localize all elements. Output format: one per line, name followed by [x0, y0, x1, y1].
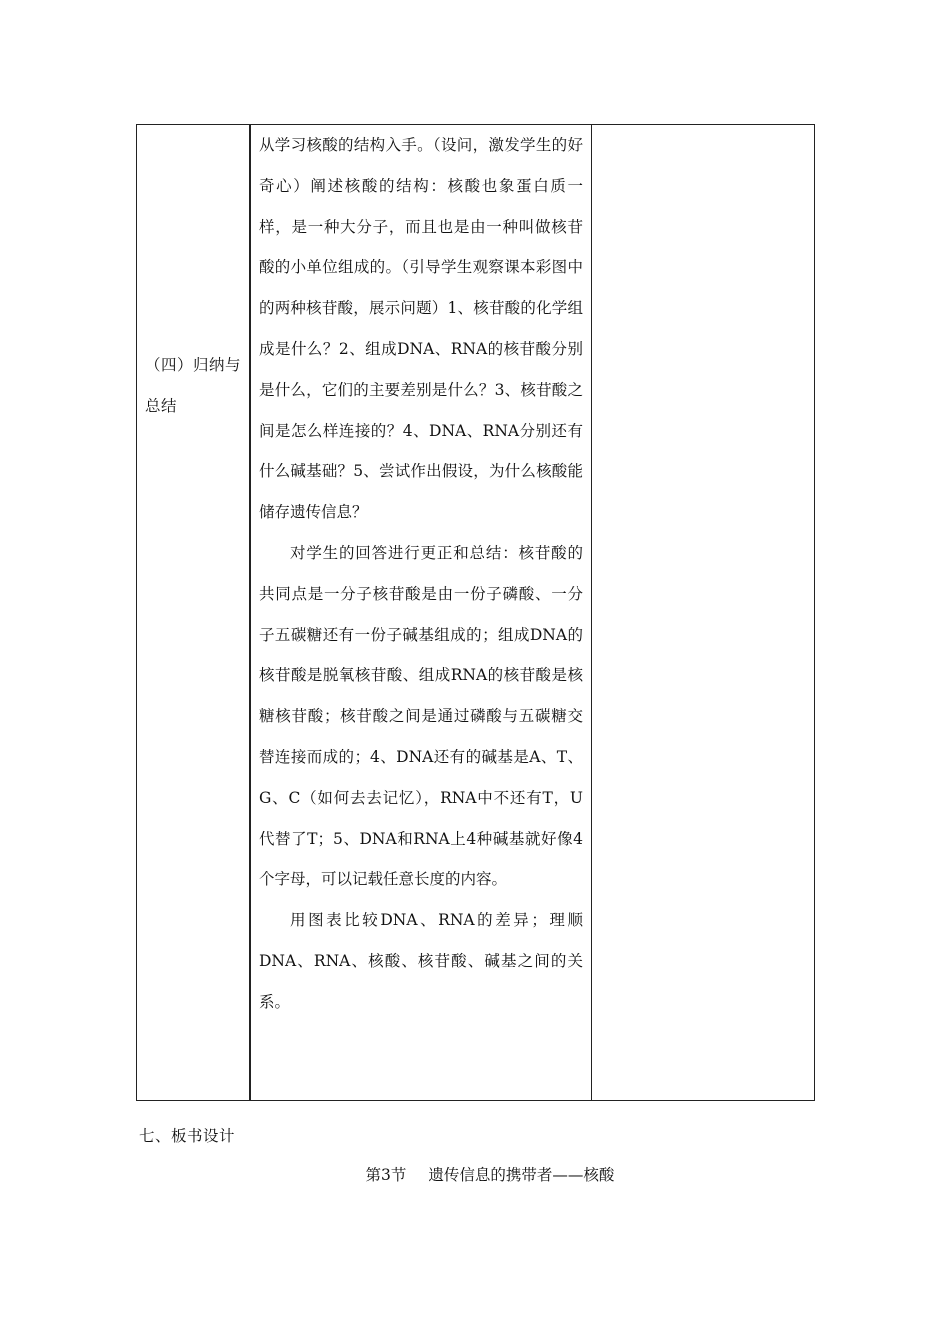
section-heading: 七、板书设计 — [139, 1127, 236, 1145]
content-paragraph-comparison: 用图表比较DNA、RNA的差异；理顺DNA、RNA、核酸、核苷酸、碱基之间的关系。 — [259, 911, 583, 1011]
notes-cell — [593, 125, 814, 1100]
table-column-divider — [591, 125, 592, 1100]
board-section-number: 第3节 — [365, 1166, 407, 1184]
stage-label-cell: （四）归纳与总结 — [145, 356, 242, 415]
content-paragraph-intro: 从学习核酸的结构入手。（设问，激发学生的好奇心）阐述核酸的结构：核酸也象蛋白质一样，是一种大分子，而且也是由一种叫做核苷酸的小单位组成的。（引导学生观察课本彩图中的两种核苷酸，展示问题）1、核苷酸的化学组成是什么？2、组成DNA、RNA的核苷酸分别是什么，它们的主要差别是什么？3、核苷酸之间是怎么样连接的？4、DNA、RNA分别还有什么碱基础？5、尝试作出假设，为什么核酸能储存遗传信息？ — [259, 136, 583, 522]
content-paragraph-summary: 对学生的回答进行更正和总结：核苷酸的共同点是一分子核苷酸是由一份子磷酸、一分子五碳糖还有一份子碱基组成的；组成DNA的核苷酸是脱氧核苷酸、组成RNA的核苷酸是核糖核苷酸；核苷酸之间是通过磷酸与五碳糖交替连接而成的；4、DNA还有的碱基是A、T、G、C（如何去去记忆），RNA中不还有T，U代替了T；5、DNA和RNA上4种碱基就好像4个字母，可以记载任意长度的内容。 — [259, 543, 583, 889]
table-column-divider — [250, 125, 251, 1100]
board-design-title — [0, 1163, 950, 1185]
board-title-text: 遗传信息的携带者——核酸 — [428, 1166, 615, 1184]
lesson-plan-table — [136, 124, 815, 1101]
content-cell — [259, 125, 583, 1023]
